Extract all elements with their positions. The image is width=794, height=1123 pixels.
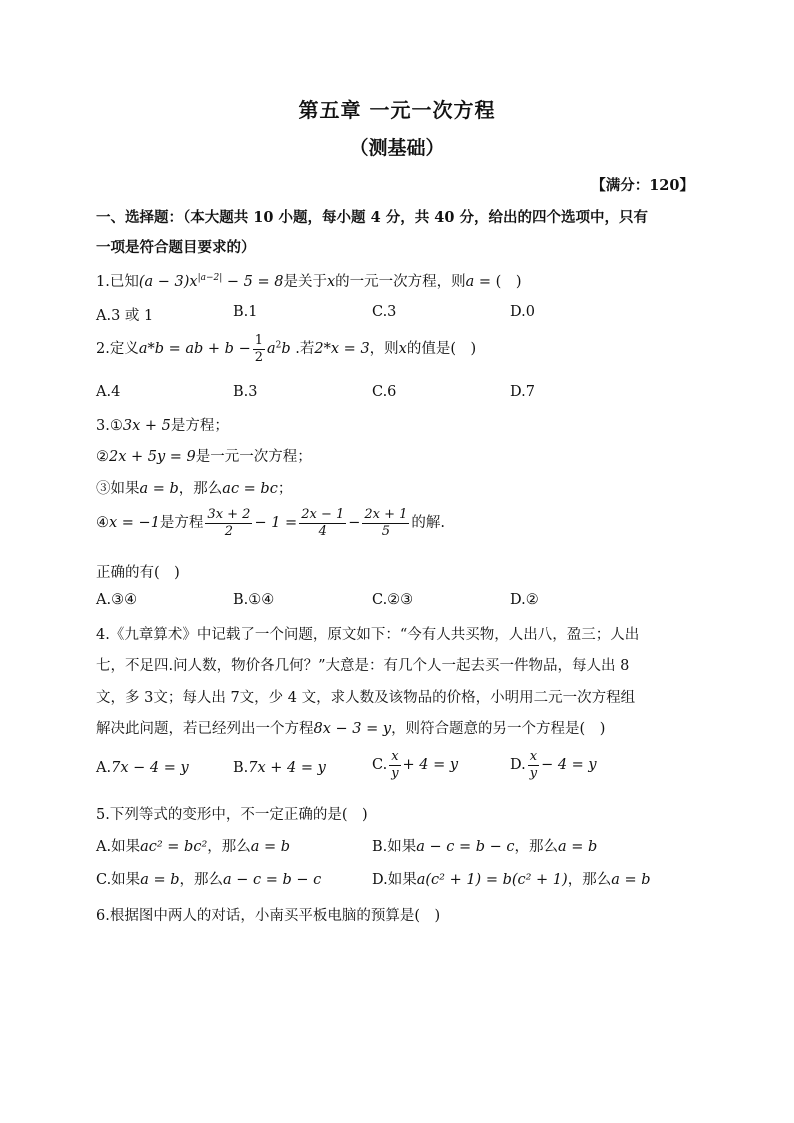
q1-exponent: |a−2| (197, 273, 223, 284)
q3-s1-expr: 3x + 5 (122, 418, 171, 434)
section-heading: 一、选择题：（本大题共 10 小题，每小题 4 分，共 40 分，给出的四个选项中，只有 (96, 209, 648, 226)
q4-line-3: 文，多 3文；每人出 7文，少 4 文，求人数及该物品的价格，小明用二元一次方程组 (96, 690, 636, 706)
q4-optA-label: A. (96, 760, 112, 776)
q3-option-b[interactable]: B.①④ (233, 592, 275, 608)
q5-optA-prefix: A.如果 (96, 839, 141, 855)
q2-option-a[interactable]: A.4 (96, 384, 121, 400)
q4-optD-fraction (528, 750, 539, 780)
q3-f3-den: 5 (381, 523, 391, 539)
q5-optB-expr1: a − c = b − c (416, 839, 515, 855)
page-title: 第五章 一元一次方程 (298, 98, 496, 122)
question-1 (96, 270, 522, 291)
q4-optB-label: B. (233, 760, 249, 776)
q2-prefix: 2.定义 (96, 341, 139, 358)
q4-optB-expr: 7x + 4 = y (248, 760, 326, 776)
q3-op1: − 1 = (254, 515, 298, 532)
q5-optD-expr2: a = b (611, 872, 651, 888)
full-score-label: 【满分：120】 (591, 177, 694, 194)
q3-f1-den: 2 (224, 523, 234, 539)
q3-s1-tail: 是方程； (170, 418, 229, 434)
q2-cond: 2*x = 3 (314, 341, 370, 358)
q2-option-b[interactable]: B.3 (233, 384, 258, 400)
q1-ask-tail: = ( ) (474, 274, 522, 290)
q3-s2-expr: 2x + 5y = 9 (109, 449, 196, 465)
q5-optD-mid: ，那么 (567, 872, 612, 888)
q4-line4-prefix: 解决此问题，若已经列出一个方程 (96, 721, 314, 737)
q1-option-d[interactable]: D.0 (510, 304, 535, 320)
q3-s3-expr1: a = b (139, 481, 179, 497)
q2-option-c[interactable]: C.6 (372, 384, 397, 400)
q4-optC-tail: + 4 = y (402, 757, 459, 774)
q3-fraction-2 (299, 508, 346, 538)
q2-expr: a*b = ab + b − (138, 341, 251, 358)
q3-s3-mid: ，那么 (178, 481, 223, 497)
q4-line4-tail: ，则符合题意的另一个方程是( ) (391, 721, 606, 737)
q5-optA-expr1: ac² = bc² (140, 839, 208, 855)
q3-f3-num: 2x + 1 (364, 507, 408, 522)
q3-statement-3 (96, 477, 292, 498)
q5-optD-prefix: D.如果 (372, 872, 417, 888)
q5-optB-mid: ，那么 (514, 839, 559, 855)
q4-optD-tail: − 4 = y (541, 757, 597, 774)
q4-line-1: 4.《九章算术》中记载了一个问题，原文如下：“今有人共买物，人出八，盈三；人出 (96, 627, 640, 643)
q4-optC-label: C. (372, 757, 388, 774)
q1-prefix: 1.已知 (96, 274, 139, 290)
q1-expr-tail: − 5 = 8 (222, 274, 284, 290)
q3-statement-2 (96, 445, 312, 466)
q3-statement-4 (96, 508, 445, 538)
q1-suffix: 的一元一次方程，则 (335, 274, 466, 290)
q3-fraction-1 (205, 508, 252, 538)
q1-mid: 是关于 (283, 274, 327, 290)
q3-s4-prefix: ④ (96, 515, 109, 532)
q3-ask: 正确的有( ) (96, 565, 180, 581)
q1-option-a[interactable]: A.3 或 1 (96, 308, 154, 324)
q4-optD-den: y (529, 765, 538, 781)
q3-op2: − (348, 515, 361, 532)
q4-optC-num: x (389, 750, 400, 766)
q3-option-d[interactable]: D.② (510, 592, 539, 608)
q2-expr2-tail: b (281, 341, 291, 358)
q5-option-d[interactable] (372, 868, 651, 889)
q4-option-d[interactable] (510, 750, 597, 780)
q3-s2-prefix: ② (96, 449, 109, 465)
q4-option-b[interactable] (233, 760, 326, 776)
q4-option-c[interactable] (372, 750, 458, 780)
q1-option-c[interactable]: C.3 (372, 304, 397, 320)
q3-s1-prefix: 3.① (96, 418, 123, 434)
q4-optC-den: y (391, 765, 399, 781)
q5-optC-prefix: C.如果 (96, 872, 141, 888)
q3-s4-expr: x = −1 (109, 515, 160, 532)
q5-optA-expr2: a = b (250, 839, 291, 855)
q5-option-b[interactable] (372, 835, 597, 856)
q5-stem: 5.下列等式的变形中，不一定正确的是( ) (96, 807, 368, 823)
q2-frac-den: 2 (254, 349, 264, 365)
q5-optC-expr2: a − c = b − c (222, 872, 322, 888)
q4-optC-fraction (389, 750, 400, 780)
q5-optA-mid: ，那么 (207, 839, 251, 855)
q5-optC-expr1: a = b (140, 872, 180, 888)
q3-option-c[interactable]: C.②③ (372, 592, 414, 608)
q5-optB-expr2: a = b (558, 839, 598, 855)
q4-optA-expr: 7x − 4 = y (111, 760, 189, 776)
page-subtitle: （测基础） (349, 137, 445, 159)
q5-optC-mid: ，那么 (179, 872, 223, 888)
q2-option-d[interactable]: D.7 (510, 384, 535, 400)
q2-suffix: ，则 (369, 341, 399, 358)
q3-s2-tail: 是一元一次方程； (195, 449, 312, 465)
q5-optB-prefix: B.如果 (372, 839, 417, 855)
q5-option-a[interactable] (96, 835, 290, 856)
q2-expr2: a (267, 341, 276, 358)
q3-s3-expr2: ac = bc (222, 481, 278, 497)
q5-option-c[interactable] (96, 868, 321, 889)
q2-var: x (398, 341, 407, 358)
q1-var: x (326, 274, 336, 290)
q3-f2-den: 4 (318, 523, 327, 539)
q3-s3-prefix: ③如果 (96, 481, 140, 497)
q2-tail: 的值是( ) (406, 341, 477, 358)
q1-option-b[interactable]: B.1 (233, 304, 258, 320)
q1-expr: (a − 3)x (138, 274, 198, 290)
q3-option-a[interactable]: A.③④ (96, 592, 138, 608)
q4-optD-num: x (528, 750, 539, 766)
q4-line-2: 七，不足四.问人数，物价各几何？”大意是：有几个人一起去买一件物品，每人出 8 (96, 658, 630, 674)
q5-optD-expr1: a(c² + 1) = b(c² + 1) (416, 872, 568, 888)
q3-s4-mid: 是方程 (159, 515, 204, 532)
q3-statement-1 (96, 414, 229, 435)
q4-line4-expr: 8x − 3 = y (313, 721, 392, 737)
q4-option-a[interactable] (96, 760, 189, 776)
q1-ask: a (465, 274, 475, 290)
q6-stem: 6.根据图中两人的对话，小南买平板电脑的预算是( ) (96, 908, 441, 924)
q3-s4-tail: 的解. (411, 515, 446, 532)
q3-s3-tail: ； (277, 481, 293, 497)
q2-exp: 2 (275, 340, 282, 351)
section-heading-cont: 一项是符合题目要求的） (96, 239, 256, 256)
q4-optD-label: D. (510, 757, 526, 774)
question-2 (96, 334, 476, 364)
q2-frac-num: 1 (254, 333, 264, 348)
q2-mid: .若 (290, 341, 315, 358)
q3-f2-num: 2x − 1 (301, 507, 345, 522)
q3-fraction-3 (362, 508, 409, 538)
q2-fraction (253, 334, 265, 364)
q4-line-4 (96, 717, 605, 738)
q3-f1-num: 3x + 2 (207, 507, 251, 522)
